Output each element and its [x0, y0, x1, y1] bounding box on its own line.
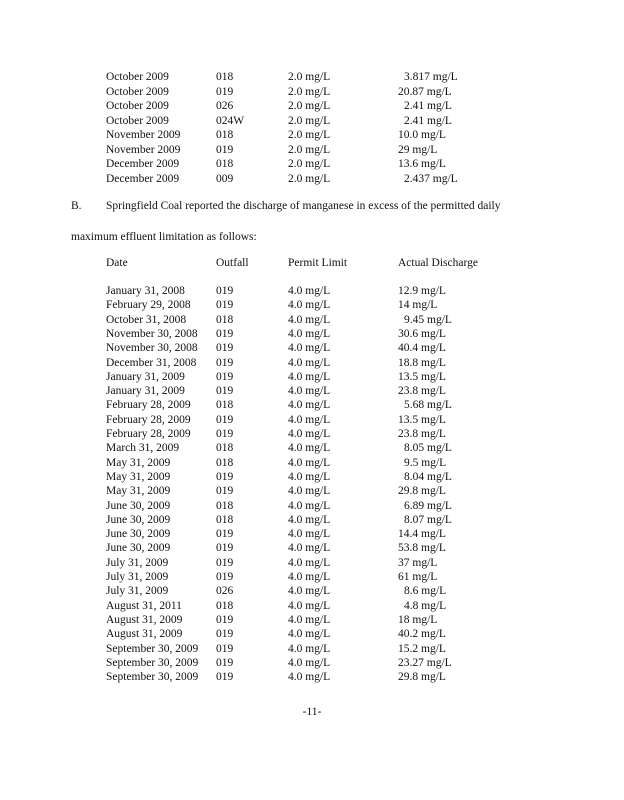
cell-date: September 30, 2009	[106, 656, 199, 669]
cell-actual-discharge: 8.04 mg/L	[404, 470, 452, 483]
cell-actual-discharge: 61 mg/L	[398, 571, 438, 583]
section-paragraph-line-1: Springfield Coal reported the discharge of manganese in excess of the permitted daily	[106, 200, 501, 212]
cell-permit-limit: 4.0 mg/L	[288, 442, 331, 455]
table-row	[0, 527, 624, 541]
cell-actual-discharge: 40.2 mg/L	[398, 628, 446, 641]
cell-permit-limit: 4.0 mg/L	[288, 542, 331, 555]
cell-actual-discharge: 2.41 mg/L	[404, 100, 452, 112]
page-number: -11-	[302, 706, 322, 718]
cell-permit-limit: 4.0 mg/L	[288, 485, 331, 498]
cell-outfall: 019	[216, 613, 234, 626]
cell-actual-discharge: 40.4 mg/L	[398, 342, 446, 355]
cell-date: May 31, 2009	[106, 485, 171, 498]
table-row	[0, 99, 624, 113]
cell-actual-discharge: 6.89 mg/L	[404, 499, 452, 512]
table-row	[0, 172, 624, 186]
cell-actual-discharge: 23.8 mg/L	[398, 385, 446, 398]
table-row	[0, 70, 624, 84]
cell-outfall: 019	[216, 428, 234, 440]
table-row	[0, 128, 624, 142]
cell-permit-limit: 4.0 mg/L	[288, 528, 331, 541]
cell-date: November 2009	[106, 143, 181, 156]
cell-outfall: 019	[216, 85, 234, 98]
table-row	[0, 341, 624, 355]
cell-outfall: 009	[216, 172, 234, 185]
table-row	[0, 384, 624, 398]
cell-actual-discharge: 23.8 mg/L	[398, 428, 446, 440]
cell-date: June 30, 2009	[106, 513, 171, 526]
table-row	[0, 284, 624, 298]
cell-actual-discharge: 12.9 mg/L	[398, 285, 446, 297]
cell-permit-limit: 4.0 mg/L	[288, 499, 331, 512]
cell-outfall: 019	[216, 656, 234, 669]
cell-actual-discharge: 18 mg/L	[398, 613, 438, 626]
cell-date: November 2009	[106, 129, 181, 141]
cell-date: May 31, 2009	[106, 470, 171, 483]
cell-date: July 31, 2009	[106, 556, 169, 569]
cell-permit-limit: 4.0 mg/L	[288, 385, 331, 398]
table-row	[0, 599, 624, 613]
cell-date: December 2009	[106, 172, 180, 185]
cell-date: January 31, 2009	[106, 370, 185, 383]
table-header-row	[0, 256, 624, 270]
table-row	[0, 313, 624, 327]
cell-date: August 31, 2009	[106, 613, 183, 626]
table-row	[0, 157, 624, 171]
table-row	[0, 499, 624, 513]
table-row	[0, 413, 624, 427]
cell-date: August 31, 2009	[106, 628, 183, 641]
cell-outfall: 018	[216, 599, 234, 612]
cell-permit-limit: 4.0 mg/L	[288, 628, 331, 641]
cell-permit-limit: 2.0 mg/L	[288, 114, 331, 127]
cell-permit-limit: 4.0 mg/L	[288, 671, 331, 684]
cell-outfall: 019	[216, 370, 234, 383]
table-row	[0, 584, 624, 598]
cell-outfall: 019	[216, 571, 234, 583]
cell-date: May 31, 2009	[106, 456, 171, 469]
cell-outfall: 019	[216, 413, 234, 426]
table-row	[0, 143, 624, 157]
cell-date: July 31, 2009	[106, 585, 169, 598]
cell-permit-limit: 4.0 mg/L	[288, 356, 331, 369]
table-row	[0, 370, 624, 384]
cell-actual-discharge: 53.8 mg/L	[398, 542, 446, 555]
cell-outfall: 019	[216, 671, 234, 684]
cell-permit-limit: 4.0 mg/L	[288, 313, 331, 326]
cell-outfall: 018	[216, 499, 234, 512]
cell-date: January 31, 2009	[106, 385, 185, 398]
cell-outfall: 018	[216, 129, 234, 141]
table-row	[0, 513, 624, 527]
cell-actual-discharge: 13.5 mg/L	[398, 413, 446, 426]
cell-outfall: 018	[216, 313, 234, 326]
cell-actual-discharge: 14.4 mg/L	[398, 528, 446, 541]
cell-date: February 28, 2009	[106, 399, 191, 412]
cell-actual-discharge: 29 mg/L	[398, 143, 438, 156]
cell-actual-discharge: 8.07 mg/L	[404, 513, 452, 526]
cell-actual-discharge: 23.27 mg/L	[398, 656, 452, 669]
cell-date: October 2009	[106, 85, 169, 98]
continued-discharge-table	[0, 70, 624, 186]
table-row	[0, 398, 624, 412]
cell-date: August 31, 2011	[106, 599, 182, 612]
cell-permit-limit: 4.0 mg/L	[288, 599, 331, 612]
cell-actual-discharge: 14 mg/L	[398, 299, 438, 312]
cell-permit-limit: 4.0 mg/L	[288, 428, 331, 440]
cell-date: November 30, 2008	[106, 342, 198, 355]
cell-date: October 2009	[106, 100, 169, 112]
table-row	[0, 541, 624, 555]
cell-date: June 30, 2009	[106, 528, 171, 541]
table-row	[0, 85, 624, 99]
header-date: Date	[106, 257, 128, 269]
cell-outfall: 024W	[216, 114, 245, 127]
table-row	[0, 570, 624, 584]
cell-outfall: 026	[216, 585, 234, 598]
cell-actual-discharge: 10.0 mg/L	[398, 129, 446, 141]
cell-date: October 31, 2008	[106, 313, 187, 326]
cell-outfall: 019	[216, 628, 234, 641]
table-row	[0, 656, 624, 670]
cell-permit-limit: 2.0 mg/L	[288, 71, 331, 83]
cell-outfall: 026	[216, 100, 234, 112]
cell-actual-discharge: 9.5 mg/L	[404, 456, 447, 469]
header-outfall: Outfall	[216, 257, 249, 269]
cell-outfall: 018	[216, 442, 234, 455]
cell-permit-limit: 4.0 mg/L	[288, 571, 331, 583]
cell-actual-discharge: 2.437 mg/L	[404, 172, 458, 185]
cell-date: November 30, 2008	[106, 327, 198, 340]
cell-outfall: 018	[216, 513, 234, 526]
section-paragraph-line-2: maximum effluent limitation as follows:	[71, 231, 257, 243]
cell-outfall: 019	[216, 342, 234, 355]
cell-actual-discharge: 29.8 mg/L	[398, 485, 446, 498]
manganese-discharge-table	[0, 284, 624, 684]
table-row	[0, 627, 624, 641]
cell-permit-limit: 4.0 mg/L	[288, 327, 331, 340]
table-row	[0, 484, 624, 498]
table-row	[0, 642, 624, 656]
cell-permit-limit: 4.0 mg/L	[288, 470, 331, 483]
cell-date: June 30, 2009	[106, 499, 171, 512]
cell-date: June 30, 2009	[106, 542, 171, 555]
cell-actual-discharge: 15.2 mg/L	[398, 642, 446, 655]
cell-permit-limit: 4.0 mg/L	[288, 613, 331, 626]
cell-actual-discharge: 30.6 mg/L	[398, 327, 446, 340]
cell-outfall: 019	[216, 143, 234, 156]
cell-date: February 28, 2009	[106, 413, 191, 426]
header-permit-limit: Permit Limit	[288, 257, 348, 269]
cell-actual-discharge: 20.87 mg/L	[398, 85, 452, 98]
cell-actual-discharge: 4.8 mg/L	[404, 599, 447, 612]
cell-permit-limit: 4.0 mg/L	[288, 456, 331, 469]
cell-permit-limit: 2.0 mg/L	[288, 100, 331, 112]
cell-outfall: 019	[216, 485, 234, 498]
cell-permit-limit: 4.0 mg/L	[288, 299, 331, 312]
section-marker: B.	[71, 200, 82, 212]
cell-date: December 31, 2008	[106, 356, 197, 369]
table-row	[0, 441, 624, 455]
cell-date: December 2009	[106, 158, 180, 170]
cell-permit-limit: 4.0 mg/L	[288, 642, 331, 655]
cell-actual-discharge: 29.8 mg/L	[398, 671, 446, 684]
cell-permit-limit: 4.0 mg/L	[288, 342, 331, 355]
cell-outfall: 019	[216, 327, 234, 340]
cell-outfall: 019	[216, 542, 234, 555]
cell-permit-limit: 4.0 mg/L	[288, 556, 331, 569]
cell-date: January 31, 2008	[106, 285, 185, 297]
cell-actual-discharge: 3.817 mg/L	[404, 71, 458, 83]
table-row	[0, 470, 624, 484]
table-row	[0, 613, 624, 627]
cell-outfall: 018	[216, 71, 234, 83]
cell-date: February 28, 2009	[106, 428, 191, 440]
cell-date: February 29, 2008	[106, 299, 191, 312]
table-row	[0, 456, 624, 470]
cell-actual-discharge: 13.5 mg/L	[398, 370, 446, 383]
cell-permit-limit: 4.0 mg/L	[288, 513, 331, 526]
cell-permit-limit: 4.0 mg/L	[288, 370, 331, 383]
cell-permit-limit: 2.0 mg/L	[288, 143, 331, 156]
cell-permit-limit: 4.0 mg/L	[288, 656, 331, 669]
cell-permit-limit: 2.0 mg/L	[288, 129, 331, 141]
table-row	[0, 427, 624, 441]
cell-actual-discharge: 13.6 mg/L	[398, 158, 446, 170]
cell-actual-discharge: 18.8 mg/L	[398, 356, 446, 369]
cell-outfall: 018	[216, 456, 234, 469]
table-row	[0, 670, 624, 684]
cell-date: September 30, 2009	[106, 671, 199, 684]
cell-permit-limit: 2.0 mg/L	[288, 85, 331, 98]
cell-actual-discharge: 5.68 mg/L	[404, 399, 452, 412]
cell-actual-discharge: 37 mg/L	[398, 556, 438, 569]
cell-outfall: 019	[216, 299, 234, 312]
cell-permit-limit: 2.0 mg/L	[288, 158, 331, 170]
cell-actual-discharge: 8.05 mg/L	[404, 442, 452, 455]
cell-permit-limit: 4.0 mg/L	[288, 585, 331, 598]
cell-outfall: 019	[216, 642, 234, 655]
cell-outfall: 019	[216, 285, 234, 297]
cell-permit-limit: 2.0 mg/L	[288, 172, 331, 185]
header-actual-discharge: Actual Discharge	[398, 257, 478, 269]
cell-actual-discharge: 8.6 mg/L	[404, 585, 447, 598]
cell-permit-limit: 4.0 mg/L	[288, 285, 331, 297]
cell-outfall: 019	[216, 528, 234, 541]
table-row	[0, 556, 624, 570]
cell-outfall: 019	[216, 385, 234, 398]
cell-date: October 2009	[106, 114, 169, 127]
cell-date: September 30, 2009	[106, 642, 199, 655]
cell-outfall: 018	[216, 399, 234, 412]
cell-date: October 2009	[106, 71, 169, 83]
cell-outfall: 019	[216, 556, 234, 569]
table-row	[0, 298, 624, 312]
table-row	[0, 356, 624, 370]
cell-date: March 31, 2009	[106, 442, 180, 455]
cell-actual-discharge: 9.45 mg/L	[404, 313, 452, 326]
cell-actual-discharge: 2.41 mg/L	[404, 114, 452, 127]
cell-outfall: 019	[216, 356, 234, 369]
table-row	[0, 327, 624, 341]
cell-outfall: 019	[216, 470, 234, 483]
cell-outfall: 018	[216, 158, 234, 170]
cell-date: July 31, 2009	[106, 571, 169, 583]
cell-permit-limit: 4.0 mg/L	[288, 399, 331, 412]
table-row	[0, 114, 624, 128]
cell-permit-limit: 4.0 mg/L	[288, 413, 331, 426]
